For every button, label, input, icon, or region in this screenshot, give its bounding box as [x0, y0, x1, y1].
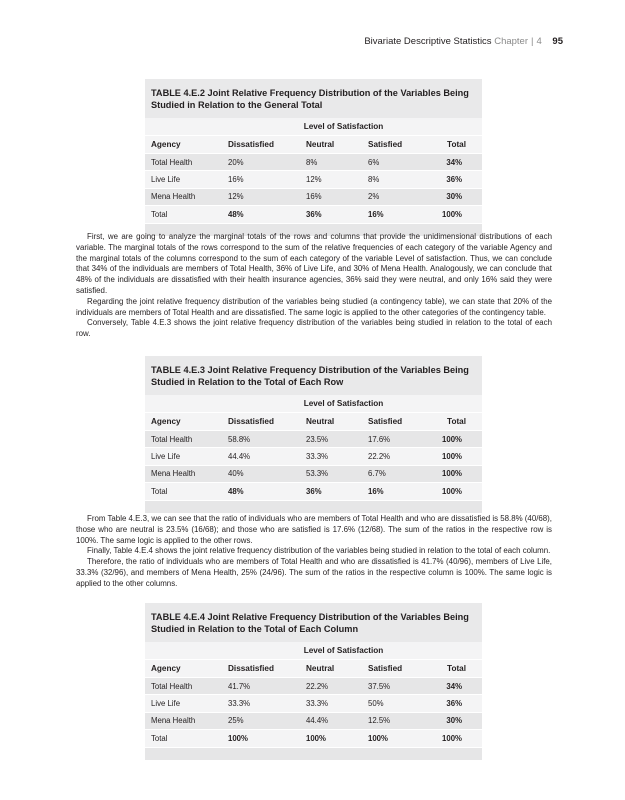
- body-text-2: [76, 514, 552, 590]
- cell: 16%: [368, 486, 384, 496]
- table-row: [145, 170, 482, 187]
- col-header: Total: [447, 140, 466, 149]
- header-separator: |: [531, 36, 534, 47]
- table-header-row: [145, 412, 482, 430]
- paragraph: From Table 4.E.3, we can see that the ratio of individuals who are members of Total Health and who are dissatisfied is 58.8% (40/68), those who are neutral is 23.5% (16/68); and those who are satisfied is 17.6% (12/68). The sum of the ratios in the respective row is 100%. The same logic is applied to the other rows.: [76, 514, 552, 545]
- col-header: Satisfied: [368, 417, 403, 426]
- cell: Mena Health: [151, 716, 196, 726]
- table-header-row: [145, 135, 482, 153]
- cell: 100%: [442, 486, 462, 496]
- cell: 100%: [306, 733, 326, 743]
- table-title: TABLE 4.E.4 Joint Relative Frequency Distribution of the Variables Being Studied in Relation to the Total of Each Column: [151, 612, 469, 634]
- paragraph: Finally, Table 4.E.4 shows the joint relative frequency distribution of the variables being studied in relation to the total of each column.: [87, 546, 551, 556]
- cell: 44.4%: [306, 716, 329, 726]
- col-header: Total: [447, 664, 466, 673]
- col-header: Satisfied: [368, 140, 403, 149]
- cell: 6.7%: [368, 469, 386, 479]
- cell: 100%: [442, 434, 462, 444]
- cell: 40%: [228, 469, 244, 479]
- cell: 33.3%: [228, 699, 251, 709]
- cell: 17.6%: [368, 434, 391, 444]
- chapter-number: 4: [536, 36, 542, 47]
- body-text-1: [76, 232, 552, 340]
- cell: 16%: [368, 209, 384, 219]
- cell: Total Health: [151, 157, 193, 167]
- cell: 37.5%: [368, 681, 391, 691]
- cell: 36%: [306, 486, 322, 496]
- paragraph: First, we are going to analyze the marginal totals of the rows and columns that provide the unidimensional distributions of each variable. The marginal totals of the rows correspond to the sum of the relative frequencies of each category of the variable Agency and the marginal totals of the columns correspond to the sum of each category of the variable Level of satisfaction. Thus, we can conclude that 34% of the individuals are members of Total Health, 36% of Live Life, and 30% of Mena Health. Analogously, we can conclude that 48% of the individuals are dissatisfied with their health insurance agencies, 36% said they were neutral, and only 16% said they were satisfied.: [76, 232, 552, 295]
- table-row: [145, 677, 482, 694]
- paragraph: Therefore, the ratio of individuals who are members of Total Health and who are dissatisfied is 41.7% (40/96), members of Live Life, 33.3% (32/96), and members of Mena Health, 25% (24/96). The sum of the ratios in the respective column is 100%. The same logic is applied to the other columns.: [76, 557, 552, 588]
- cell: 34%: [446, 681, 462, 691]
- cell: Mena Health: [151, 469, 196, 479]
- col-header: Agency: [151, 417, 181, 426]
- col-header: Dissatisfied: [228, 140, 274, 149]
- cell: 100%: [442, 452, 462, 462]
- cell: 33.3%: [306, 452, 329, 462]
- cell: 12%: [228, 192, 244, 202]
- cell: Live Life: [151, 175, 181, 185]
- cell: 23.5%: [306, 434, 329, 444]
- cell: 25%: [228, 716, 244, 726]
- cell: 100%: [368, 733, 388, 743]
- cell: 33.3%: [306, 699, 329, 709]
- table-header-row: [145, 659, 482, 677]
- table-footer: [145, 500, 482, 513]
- cell: 48%: [228, 486, 244, 496]
- col-header: Satisfied: [368, 664, 403, 673]
- cell: 34%: [446, 157, 462, 167]
- cell: 16%: [306, 192, 322, 202]
- cell: 16%: [228, 175, 244, 185]
- cell: Total: [151, 733, 168, 743]
- col-header: Agency: [151, 664, 181, 673]
- page-number: 95: [552, 36, 563, 47]
- table-row: [145, 482, 482, 499]
- cell: 36%: [306, 209, 322, 219]
- cell: 53.3%: [306, 469, 329, 479]
- group-label: Level of Satisfaction: [145, 642, 482, 659]
- cell: Total: [151, 209, 168, 219]
- table-row: [145, 430, 482, 447]
- col-header: Neutral: [306, 140, 335, 149]
- col-header: Dissatisfied: [228, 664, 274, 673]
- table-row: [145, 205, 482, 222]
- cell: 58.8%: [228, 434, 251, 444]
- table-title: TABLE 4.E.2 Joint Relative Frequency Distribution of the Variables Being Studied in Relation to the General Total: [151, 88, 469, 110]
- paragraph: Regarding the joint relative frequency distribution of the variables being studied (a contingency table), we can state that 20% of the individuals are members of Total Health and are dissatisfied. The same logic is applied to the other categories of the contingency table.: [76, 296, 552, 317]
- table-row: [145, 729, 482, 746]
- cell: 2%: [368, 192, 380, 202]
- cell: Mena Health: [151, 192, 196, 202]
- chapter-label: Chapter: [494, 36, 529, 47]
- cell: 36%: [446, 175, 462, 185]
- cell: 30%: [446, 716, 462, 726]
- col-header: Agency: [151, 140, 181, 149]
- col-header: Neutral: [306, 664, 335, 673]
- paragraph: Conversely, Table 4.E.3 shows the joint relative frequency distribution of the variables being studied in relation to the total of each row.: [76, 318, 552, 339]
- cell: 8%: [368, 175, 380, 185]
- cell: 100%: [442, 733, 462, 743]
- col-header: Dissatisfied: [228, 417, 274, 426]
- table-4e4: [145, 603, 482, 760]
- table-row: [145, 153, 482, 170]
- table-title: TABLE 4.E.3 Joint Relative Frequency Distribution of the Variables Being Studied in Relation to the Total of Each Row: [151, 365, 469, 387]
- cell: Total Health: [151, 434, 193, 444]
- cell: Total: [151, 486, 168, 496]
- cell: 41.7%: [228, 681, 251, 691]
- table-4e2: [145, 79, 482, 236]
- cell: 100%: [442, 209, 462, 219]
- cell: 20%: [228, 157, 244, 167]
- header-title: Bivariate Descriptive Statistics: [364, 36, 492, 47]
- group-label: Level of Satisfaction: [145, 395, 482, 412]
- cell: Live Life: [151, 699, 181, 709]
- cell: 44.4%: [228, 452, 251, 462]
- cell: 12%: [306, 175, 322, 185]
- table-row: [145, 712, 482, 729]
- col-header: Total: [447, 417, 466, 426]
- group-label: Level of Satisfaction: [145, 118, 482, 135]
- cell: 100%: [228, 733, 248, 743]
- table-footer: [145, 747, 482, 760]
- cell: Live Life: [151, 452, 181, 462]
- cell: 8%: [306, 157, 318, 167]
- cell: 48%: [228, 209, 244, 219]
- cell: 30%: [446, 192, 462, 202]
- table-row: [145, 694, 482, 711]
- cell: 50%: [368, 699, 384, 709]
- table-row: [145, 447, 482, 464]
- cell: 100%: [442, 469, 462, 479]
- table-4e3: [145, 356, 482, 513]
- col-header: Neutral: [306, 417, 335, 426]
- cell: 22.2%: [368, 452, 391, 462]
- cell: 12.5%: [368, 716, 391, 726]
- cell: Total Health: [151, 681, 193, 691]
- running-header: [364, 36, 563, 47]
- table-row: [145, 465, 482, 482]
- cell: 36%: [446, 699, 462, 709]
- cell: 22.2%: [306, 681, 329, 691]
- table-row: [145, 188, 482, 205]
- cell: 6%: [368, 157, 380, 167]
